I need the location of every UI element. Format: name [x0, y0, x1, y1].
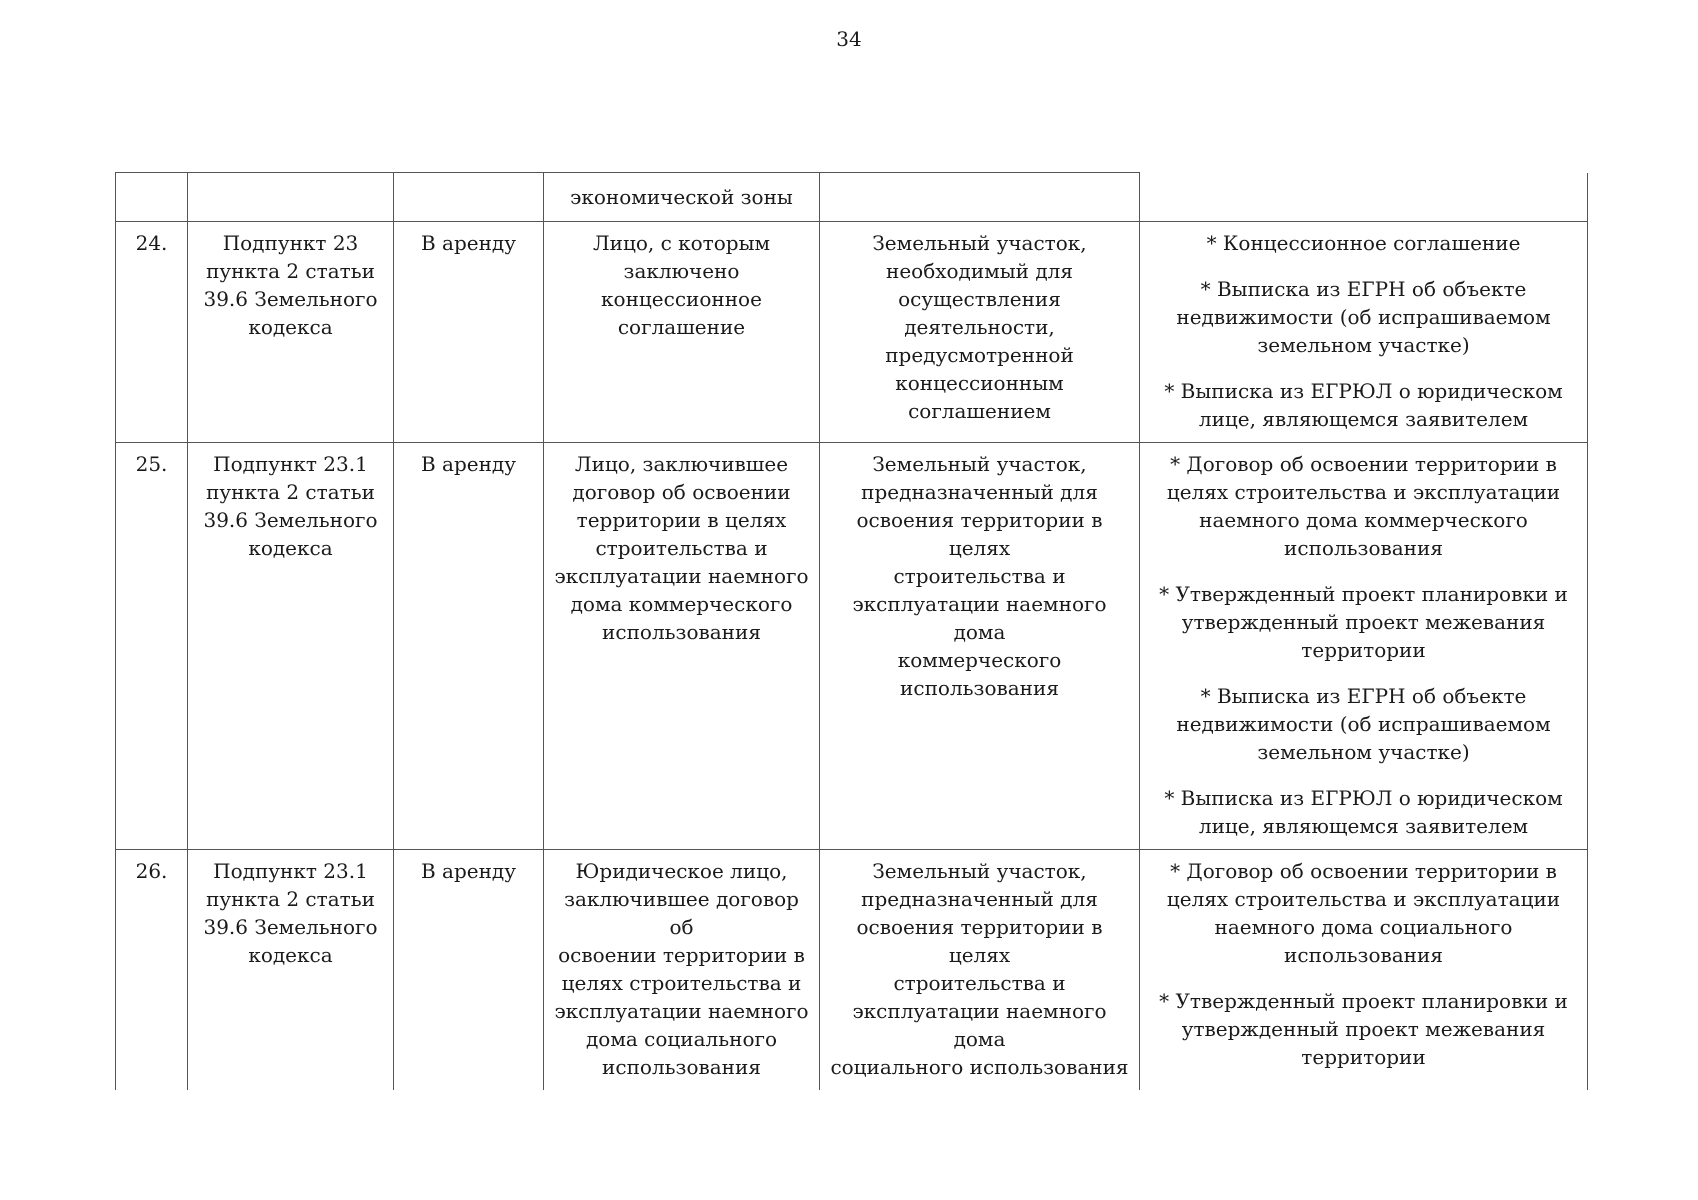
cell-applicant-line: Лицо, с которым [592, 231, 771, 255]
cell-applicant-line: договор об освоении [572, 480, 791, 504]
cell-land-plot-line: осуществления [898, 287, 1061, 311]
document-item-line: * Договор об освоении территории в [1170, 859, 1557, 883]
document-item-line: целях строительства и эксплуатации [1166, 480, 1561, 504]
document-item-line: лице, являющемся заявителем [1198, 407, 1529, 431]
cell-applicant-line: Лицо, заключившее [574, 452, 789, 476]
cell-applicant-line: соглашение [617, 315, 746, 339]
cell-land-plot-line: использования [900, 676, 1059, 700]
cell-documents [1140, 173, 1588, 222]
cell-land-plot [820, 173, 1140, 222]
table-row [116, 222, 1588, 443]
table-row [116, 850, 1588, 1091]
cell-applicant-line: использования [602, 1055, 761, 1079]
cell-applicant [544, 850, 820, 1091]
cell-basis-line: пункта 2 статьи [206, 480, 375, 504]
cell-land-plot-line: строительства и [893, 564, 1066, 588]
cell-documents [1140, 850, 1588, 1091]
cell-land-plot [820, 850, 1140, 1091]
cell-land-plot-line: предусмотренной [885, 343, 1074, 367]
cell-basis [188, 173, 394, 222]
cell-number [116, 443, 188, 850]
document-item-line: утвержденный проект межевания [1181, 1017, 1546, 1041]
cell-land-plot-line: Земельный участок, [872, 231, 1087, 255]
cell-land-plot-line: строительства и [893, 971, 1066, 995]
document-item [1146, 784, 1581, 840]
cell-applicant-line: целях строительства и [561, 971, 802, 995]
document-item-line: земельном участке) [1257, 740, 1470, 764]
cell-applicant-line: эксплуатации наемного [554, 999, 809, 1023]
cell-applicant-line: дома коммерческого [570, 592, 793, 616]
cell-land-plot-line: деятельности, [904, 315, 1055, 339]
cell-basis [188, 222, 394, 443]
right-type-text: В аренду [420, 859, 517, 883]
cell-land-plot-line: предназначенный для [861, 887, 1098, 911]
right-type-text: В аренду [420, 231, 517, 255]
cell-basis-line: 39.6 Земельного [203, 915, 378, 939]
document-item-line: лице, являющемся заявителем [1198, 814, 1529, 838]
cell-land-plot-line: Земельный участок, [872, 452, 1087, 476]
continuation-text: экономической зоны [570, 185, 793, 209]
cell-right-type [394, 850, 544, 1091]
cell-applicant [544, 443, 820, 850]
document-item-line: * Выписка из ЕГРЮЛ о юридическом [1164, 786, 1563, 810]
cell-documents [1140, 222, 1588, 443]
cell-applicant-line: заключено [623, 259, 740, 283]
cell-basis-line: 39.6 Земельного [203, 508, 378, 532]
row-number: 25. [135, 452, 168, 476]
continuation-row [116, 173, 1588, 222]
cell-land-plot-line: соглашением [908, 399, 1051, 423]
cell-right-type [394, 173, 544, 222]
document-item-line: территории [1301, 638, 1426, 662]
document-item-line: целях строительства и эксплуатации [1166, 887, 1561, 911]
document-item-line: использования [1284, 943, 1443, 967]
document-item-line: * Утвержденный проект планировки и [1159, 989, 1568, 1013]
cell-basis-line: кодекса [248, 536, 333, 560]
cell-basis [188, 850, 394, 1091]
document-item-line: наемного дома социального [1214, 915, 1513, 939]
document-table [115, 172, 1588, 1090]
document-item-line: * Выписка из ЕГРН об объекте [1200, 277, 1527, 301]
document-item [1146, 987, 1581, 1071]
right-type-text: В аренду [420, 452, 517, 476]
cell-documents [1140, 443, 1588, 850]
document-item [1146, 580, 1581, 664]
cell-applicant-line: эксплуатации наемного [554, 564, 809, 588]
document-item-line: * Договор об освоении территории в [1170, 452, 1557, 476]
document-item [1146, 377, 1581, 433]
document-item-line: утвержденный проект межевания [1181, 610, 1546, 634]
cell-number [116, 222, 188, 443]
document-item-line: * Концессионное соглашение [1206, 231, 1521, 255]
cell-applicant [544, 173, 820, 222]
cell-land-plot-line: необходимый для [885, 259, 1073, 283]
row-number: 24. [135, 231, 168, 255]
cell-number [116, 173, 188, 222]
cell-land-plot-line: Земельный участок, [872, 859, 1087, 883]
document-item-line: * Выписка из ЕГРН об объекте [1200, 684, 1527, 708]
cell-basis [188, 443, 394, 850]
document-item [1146, 229, 1581, 257]
document-item [1146, 682, 1581, 766]
document-item-line: территории [1301, 1045, 1426, 1069]
document-item-line: * Выписка из ЕГРЮЛ о юридическом [1164, 379, 1563, 403]
cell-basis-line: пункта 2 статьи [206, 887, 375, 911]
cell-land-plot-line: освоения территории в целях [856, 508, 1103, 560]
document-item-line: недвижимости (об испрашиваемом [1176, 305, 1551, 329]
cell-applicant-line: Юридическое лицо, [575, 859, 788, 883]
cell-applicant-line: освоении территории в [558, 943, 805, 967]
cell-number [116, 850, 188, 1091]
cell-applicant-line: дома социального [585, 1027, 778, 1051]
cell-land-plot-line: концессионным [895, 371, 1064, 395]
cell-basis-line: Подпункт 23.1 [213, 859, 368, 883]
table-row [116, 443, 1588, 850]
document-item [1146, 275, 1581, 359]
document-item-line: наемного дома коммерческого [1199, 508, 1528, 532]
document-item-line: земельном участке) [1257, 333, 1470, 357]
cell-basis-line: кодекса [248, 315, 333, 339]
cell-basis-line: Подпункт 23.1 [213, 452, 368, 476]
cell-applicant-line: территории в целях [576, 508, 787, 532]
document-item [1146, 450, 1581, 562]
document-item-line: использования [1284, 536, 1443, 560]
cell-land-plot-line: освоения территории в целях [856, 915, 1103, 967]
cell-land-plot-line: эксплуатации наемного дома [852, 592, 1107, 644]
cell-land-plot [820, 443, 1140, 850]
cell-right-type [394, 443, 544, 850]
document-item-line: недвижимости (об испрашиваемом [1176, 712, 1551, 736]
cell-applicant-line: использования [602, 620, 761, 644]
row-number: 26. [135, 859, 168, 883]
cell-basis-line: кодекса [248, 943, 333, 967]
cell-land-plot-line: предназначенный для [861, 480, 1098, 504]
cell-land-plot-line: социального использования [830, 1055, 1129, 1079]
cell-right-type [394, 222, 544, 443]
page-number: 34 [836, 27, 862, 51]
cell-land-plot-line: эксплуатации наемного дома [852, 999, 1107, 1051]
cell-basis-line: пункта 2 статьи [206, 259, 375, 283]
cell-land-plot [820, 222, 1140, 443]
document-item [1146, 857, 1581, 969]
cell-basis-line: 39.6 Земельного [203, 287, 378, 311]
cell-applicant [544, 222, 820, 443]
cell-basis-line: Подпункт 23 [222, 231, 359, 255]
document-item-line: * Утвержденный проект планировки и [1159, 582, 1568, 606]
cell-applicant-line: концессионное [601, 287, 762, 311]
cell-applicant-line: заключившее договор об [564, 887, 799, 939]
cell-land-plot-line: коммерческого [897, 648, 1062, 672]
cell-applicant-line: строительства и [595, 536, 768, 560]
